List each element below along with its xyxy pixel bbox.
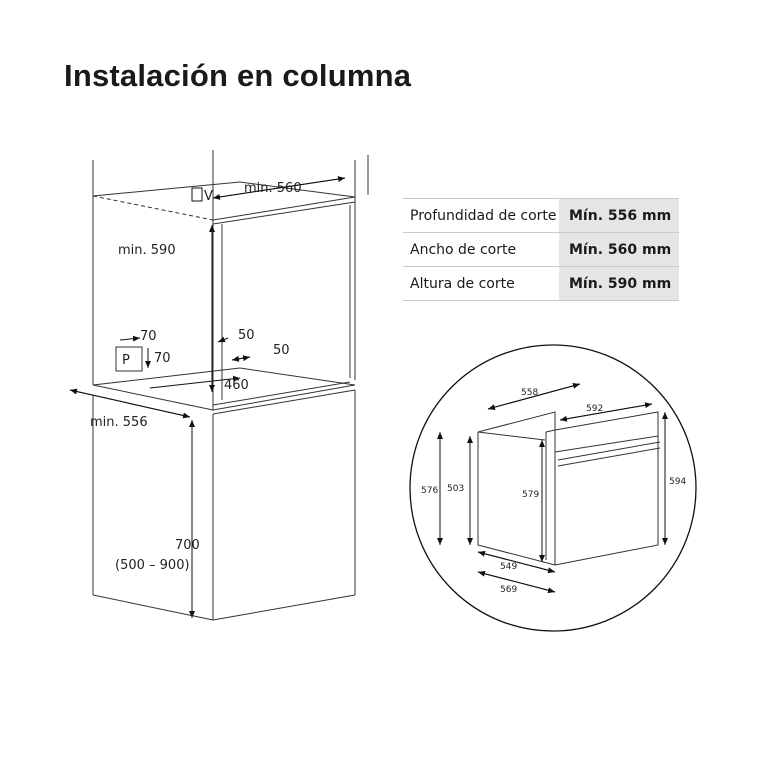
spec-value: Mín. 590 mm	[559, 267, 679, 301]
dim-p-offset-x: 70	[140, 329, 157, 344]
dim-oven-body-depth: 558	[521, 388, 539, 398]
dim-cabinet-width: min. 560	[244, 181, 302, 196]
table-row	[403, 233, 679, 267]
dim-oven-bottom-depth: 549	[500, 562, 518, 572]
spec-label: Altura de corte	[403, 267, 559, 301]
table-row	[403, 199, 679, 233]
dim-oven-body-height: 579	[522, 490, 540, 500]
dim-p-offset-y: 70	[154, 351, 171, 366]
dim-oven-side-height: 576	[421, 486, 439, 496]
spec-value: Mín. 556 mm	[559, 199, 679, 233]
spec-label: Ancho de corte	[403, 233, 559, 267]
dim-oven-front-height: 594	[669, 477, 687, 487]
oven-dimension-lines	[440, 384, 665, 592]
dim-oven-front-width: 592	[586, 404, 604, 414]
spec-label: Profundidad de corte	[403, 199, 559, 233]
cutout-spec-table	[403, 198, 679, 301]
table-row	[403, 267, 679, 301]
dim-vent-side: 50	[238, 328, 255, 343]
page-title: Instalación en columna	[64, 58, 412, 93]
spec-value: Mín. 560 mm	[559, 233, 679, 267]
dim-install-height: 700	[175, 538, 200, 553]
dim-oven-total-depth: 569	[500, 585, 518, 595]
dim-base-depth: 460	[224, 378, 249, 393]
dim-install-height-range: (500 – 900)	[115, 558, 190, 573]
cabinet-dimension-lines	[70, 178, 345, 618]
dim-cabinet-height: min. 590	[118, 243, 176, 258]
oven-drawing	[478, 412, 660, 565]
dim-cabinet-depth: min. 556	[90, 415, 148, 430]
dim-oven-inner-height: 503	[447, 484, 465, 494]
p-socket-label: P	[122, 353, 130, 368]
vent-label: V	[204, 189, 213, 204]
vent-icon	[192, 188, 202, 201]
dim-vent-front: 50	[273, 343, 290, 358]
